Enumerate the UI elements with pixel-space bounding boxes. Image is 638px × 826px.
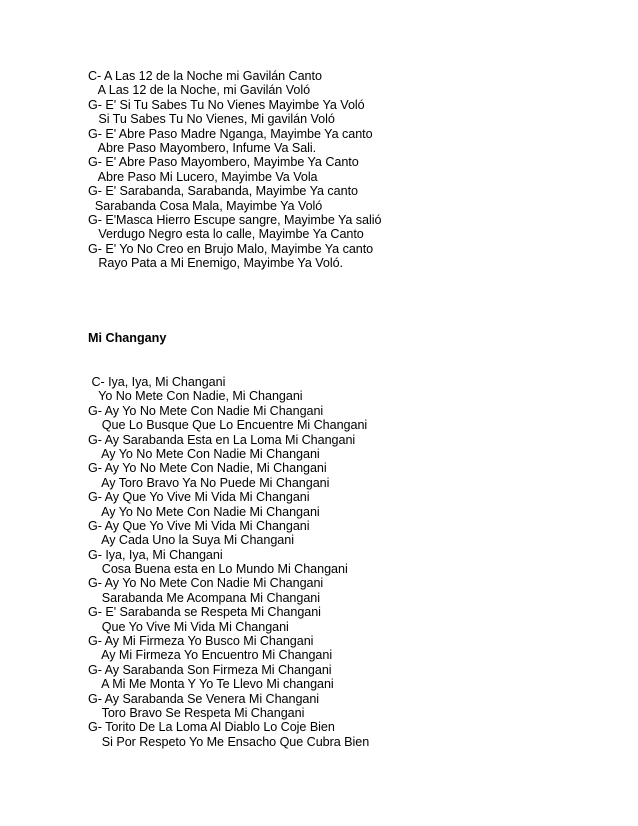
lyric-line: Ay Yo No Mete Con Nadie Mi Changani xyxy=(88,504,320,519)
lyric-line: G- Ay Sarabanda Son Firmeza Mi Changani xyxy=(88,662,332,677)
lyric-line: C- A Las 12 de la Noche mi Gavilán Canto xyxy=(88,69,322,83)
lyric-line: Rayo Pata a Mi Enemigo, Mayimbe Ya Voló. xyxy=(88,256,343,271)
verse-block-1 xyxy=(88,69,381,270)
verse-block-2 xyxy=(88,375,369,749)
lyric-line: Verdugo Negro esta lo calle, Mayimbe Ya Canto xyxy=(88,227,364,242)
lyric-line: G- E' Si Tu Sabes Tu No Vienes Mayimbe Ya Voló xyxy=(88,97,365,112)
lyric-line: A Mi Me Monta Y Yo Te Llevo Mi changani xyxy=(88,677,334,692)
lyric-line: G- E' Abre Paso Madre Nganga, Mayimbe Ya canto xyxy=(88,126,373,141)
lyric-line: Que Lo Busque Que Lo Encuentre Mi Changani xyxy=(88,418,368,433)
lyric-line: Ay Toro Bravo Ya No Puede Mi Changani xyxy=(88,475,330,490)
lyric-line: Que Yo Vive Mi Vida Mi Changani xyxy=(88,619,289,634)
lyric-line: Ay Yo No Mete Con Nadie Mi Changani xyxy=(88,446,320,461)
lyric-line: Si Por Respeto Yo Me Ensacho Que Cubra Bien xyxy=(88,734,370,749)
lyric-line: G- Ay Que Yo Vive Mi Vida Mi Changani xyxy=(88,490,310,505)
lyric-line: G- E' Sarabanda, Sarabanda, Mayimbe Ya canto xyxy=(88,184,358,199)
lyric-line: Yo No Mete Con Nadie, Mi Changani xyxy=(88,389,303,404)
lyric-line: Sarabanda Me Acompana Mi Changani xyxy=(88,590,320,605)
lyric-line: G- Ay Yo No Mete Con Nadie Mi Changani xyxy=(88,576,324,591)
lyric-line: C- Iya, Iya, Mi Changani xyxy=(88,375,226,389)
lyric-line: Toro Bravo Se Respeta Mi Changani xyxy=(88,705,305,720)
lyric-line: Cosa Buena esta en Lo Mundo Mi Changani xyxy=(88,562,348,577)
lyric-line: G- E' Yo No Creo en Brujo Malo, Mayimbe Ya canto xyxy=(88,241,374,256)
lyric-line: G- E' Sarabanda se Respeta Mi Changani xyxy=(88,605,321,620)
lyric-line: G- Torito De La Loma Al Diablo Lo Coje Bien xyxy=(88,720,335,735)
lyric-line: A Las 12 de la Noche, mi Gavilán Voló xyxy=(88,83,311,98)
lyric-line: Ay Mi Firmeza Yo Encuentro Mi Changani xyxy=(88,648,333,663)
lyric-line: G- Ay Sarabanda Se Venera Mi Changani xyxy=(88,691,320,706)
lyric-line: G- Iya, Iya, Mi Changani xyxy=(88,547,223,562)
lyric-line: G- Ay Que Yo Vive Mi Vida Mi Changani xyxy=(88,518,310,533)
lyric-line: G- Ay Sarabanda Esta en La Loma Mi Changani xyxy=(88,432,356,447)
lyric-line: G- Ay Mi Firmeza Yo Busco Mi Changani xyxy=(88,634,314,649)
lyric-line: G- Ay Yo No Mete Con Nadie, Mi Changani xyxy=(88,461,327,476)
lyric-line: G- Ay Yo No Mete Con Nadie Mi Changani xyxy=(88,403,324,418)
lyric-line: G- E'Masca Hierro Escupe sangre, Mayimbe Ya salió xyxy=(88,212,382,227)
lyric-line: G- E' Abre Paso Mayombero, Mayimbe Ya Canto xyxy=(88,155,359,170)
song-title: Mi Changany xyxy=(88,331,167,345)
lyric-line: Abre Paso Mayombero, Infume Va Sali. xyxy=(88,140,317,155)
lyric-line: Ay Cada Uno la Suya Mi Changani xyxy=(88,533,294,548)
lyric-line: Abre Paso Mi Lucero, Mayimbe Va Vola xyxy=(88,169,318,184)
lyric-line: Sarabanda Cosa Mala, Mayimbe Ya Voló xyxy=(88,198,323,213)
lyric-line: Si Tu Sabes Tu No Vienes, Mi gavilán Voló xyxy=(88,112,335,127)
